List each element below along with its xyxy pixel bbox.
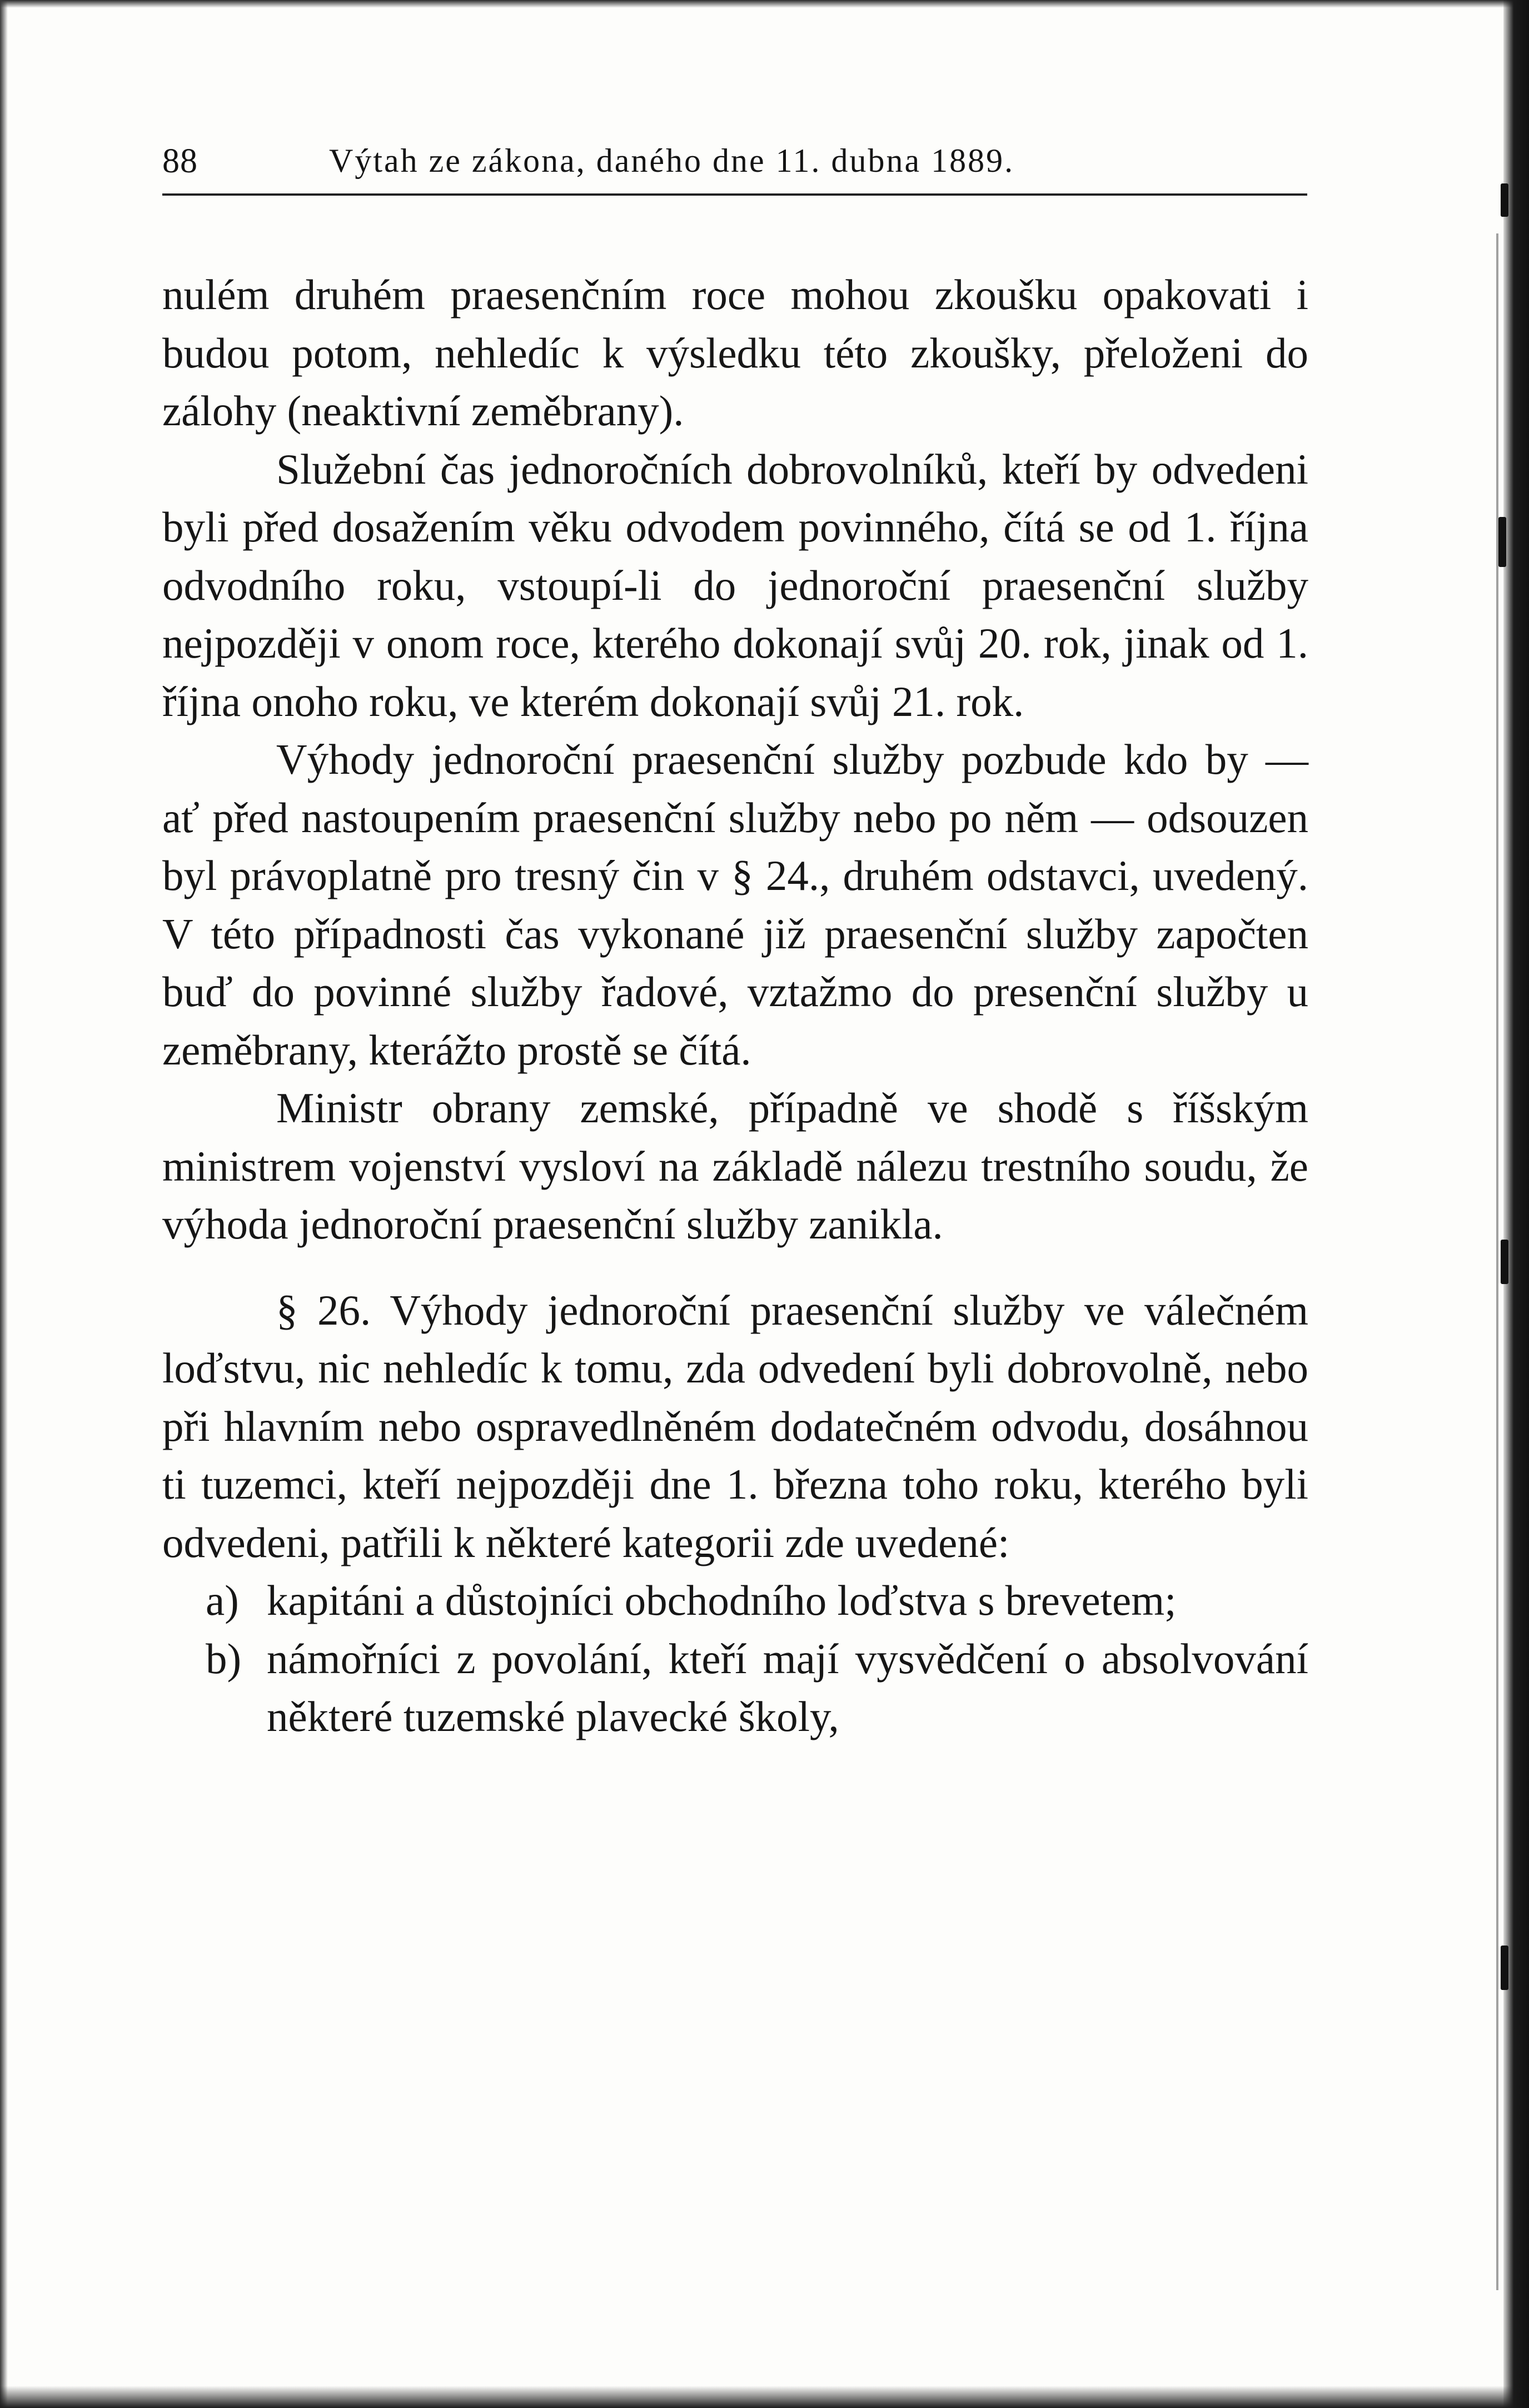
- edge-mark: [1498, 517, 1506, 567]
- scan-edge-left: [0, 0, 8, 2408]
- scan-edge-right: [1503, 0, 1529, 2408]
- edge-mark: [1501, 1946, 1508, 1990]
- running-head: Výtah ze zákona, daného dne 11. dubna 1889.: [329, 142, 1015, 179]
- paragraph: Výhody jednoroční praesenční služby pozbude kdo by — ať před nastoupením praesenční služby nebo po něm — odsouzen byl právoplatně pro tresný čin v § 24., druhém odstavci, uvedený. V této případnosti čas vykonané již praesenční služby započten buď do povinné služby řadové, vztažmo do presenční služby u zeměbrany, kterážto prostě se čítá.: [162, 735, 1308, 1074]
- list-item-text: námořníci z povolání, kteří mají vysvědčení o absolvování některé tuzemské plavecké školy,: [267, 1634, 1308, 1740]
- header-rule: [162, 193, 1307, 196]
- list-item-label: a): [206, 1576, 239, 1624]
- list-item-label: b): [206, 1634, 242, 1683]
- list-item-text: kapitáni a důstojníci obchodního loďstva s brevetem;: [267, 1576, 1177, 1624]
- list-item: [162, 1571, 1308, 1630]
- edge-mark: [1501, 1240, 1508, 1284]
- scan-edge-bottom: [0, 2386, 1529, 2408]
- list-item: [162, 1630, 1308, 1746]
- paragraph: nulém druhém praesenčním roce mohou zkoušku opakovati i budou potom, nehledíc k výsledku této zkoušky, přeloženi do zálohy (neaktivní zeměbrany).: [162, 271, 1308, 435]
- edge-mark: [1501, 183, 1508, 217]
- page-number: 88: [162, 142, 198, 180]
- scan-edge-top: [0, 0, 1529, 8]
- section-26-paragraph: § 26. Výhody jednoroční praesenční služby ve válečném loďstvu, nic nehledíc k tomu, zda odvedení byli dobrovolně, nebo při hlavním nebo ospravedlněném dodatečném odvodu, dosáhnou ti tuzemci, kteří nejpozději dne 1. března toho roku, kterého byli odvedeni, patřili k některé kategorii zde uvedené:: [162, 1286, 1308, 1566]
- body-text: [162, 266, 1308, 1746]
- paragraph: Služební čas jednoročních dobrovolníků, kteří by odvedeni byli před dosažením věku odvodem povinného, čítá se od 1. října odvodního roku, vstoupí-li do jednoroční praesenční služby nejpozději v onom roce, kterého dokonají svůj 20. rok, jinak od 1. října onoho roku, ve kterém dokonají svůj 21. rok.: [162, 445, 1308, 725]
- page-header: [162, 142, 1307, 197]
- paragraph: Ministr obrany zemské, případně ve shodě s říšským ministrem vojenství vysloví na základě nálezu trestního soudu, že výhoda jednoroční praesenční služby zanikla.: [162, 1084, 1308, 1248]
